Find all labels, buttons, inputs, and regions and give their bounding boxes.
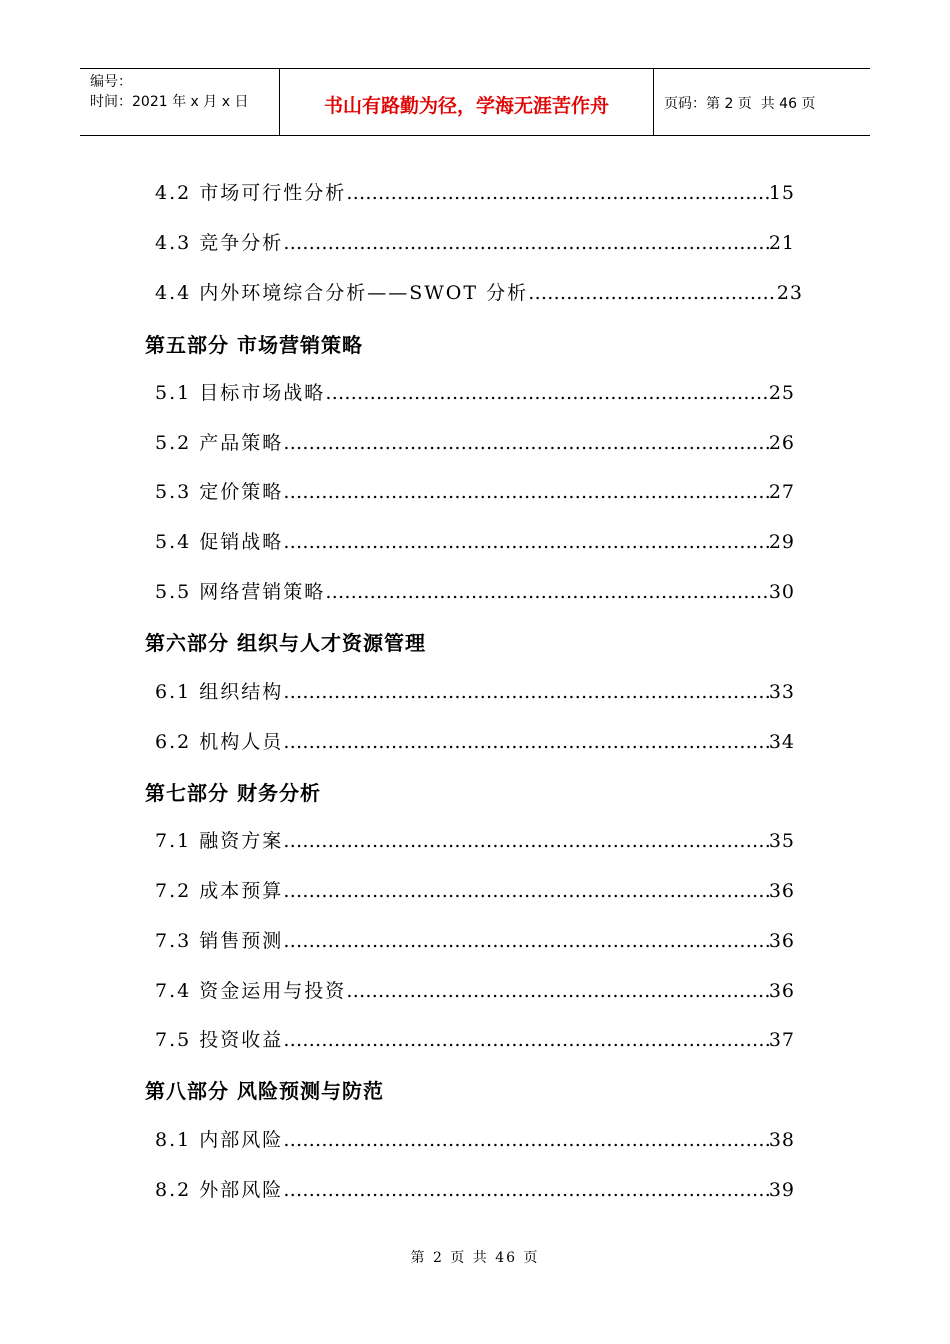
toc-entry-title: 5.3 定价策略 bbox=[155, 481, 284, 503]
toc-entry-title: 7.5 投资收益 bbox=[155, 1029, 284, 1051]
toc-leader-dots bbox=[283, 681, 769, 703]
toc-entry[interactable] bbox=[155, 727, 795, 754]
toc-entry-page: 30 bbox=[768, 581, 795, 603]
toc-leader-dots bbox=[283, 1029, 769, 1051]
toc-entry[interactable] bbox=[155, 278, 803, 305]
toc-entry[interactable] bbox=[155, 976, 795, 1003]
toc-entry-title: 8.2 外部风险 bbox=[155, 1179, 284, 1201]
header-meta bbox=[80, 69, 280, 135]
toc-entry-page: 29 bbox=[768, 531, 795, 553]
toc-entry[interactable] bbox=[155, 178, 795, 205]
toc-section-heading[interactable]: 第五部分 市场营销策略 bbox=[145, 333, 363, 357]
toc-entry-page: 35 bbox=[768, 830, 795, 852]
toc-entry-page: 27 bbox=[768, 481, 795, 503]
toc-entry[interactable] bbox=[155, 1175, 795, 1202]
toc-leader-dots bbox=[283, 930, 769, 952]
toc-entry-page: 15 bbox=[768, 182, 795, 204]
toc-section-heading[interactable]: 第八部分 风险预测与防范 bbox=[145, 1079, 384, 1103]
toc-leader-dots bbox=[325, 382, 769, 404]
toc-entry[interactable] bbox=[155, 677, 795, 704]
toc-entry[interactable] bbox=[155, 527, 795, 554]
toc-section-heading[interactable]: 第六部分 组织与人才资源管理 bbox=[145, 631, 426, 655]
toc-leader-dots bbox=[283, 731, 769, 753]
toc-entry-page: 36 bbox=[768, 980, 795, 1002]
toc-leader-dots bbox=[528, 282, 777, 304]
toc-entry[interactable] bbox=[155, 378, 795, 405]
toc-entry-title: 5.5 网络营销策略 bbox=[155, 581, 326, 603]
document-date-label: 时间：2021 年 x 月 x 日 bbox=[90, 94, 249, 110]
toc-leader-dots bbox=[325, 581, 769, 603]
toc-entry-title: 4.2 市场可行性分析 bbox=[155, 182, 347, 204]
toc-entry-page: 21 bbox=[768, 232, 795, 254]
toc-entry-page: 37 bbox=[768, 1029, 795, 1051]
header-page-info bbox=[654, 69, 870, 135]
toc-leader-dots bbox=[283, 232, 769, 254]
toc-entry-title: 7.3 销售预测 bbox=[155, 930, 284, 952]
header-page-info-text: 页码：第 2 页 共 46 页 bbox=[664, 96, 816, 112]
toc-leader-dots bbox=[283, 481, 769, 503]
toc-section-heading[interactable]: 第七部分 财务分析 bbox=[145, 781, 321, 805]
toc-entry-title: 8.1 内部风险 bbox=[155, 1129, 284, 1151]
toc-entry-title: 5.2 产品策略 bbox=[155, 432, 284, 454]
toc-entry-page: 33 bbox=[768, 681, 795, 703]
footer-page-number: 第 2 页 共 46 页 bbox=[410, 1250, 540, 1266]
toc-entry-title: 6.2 机构人员 bbox=[155, 731, 284, 753]
toc-entry-page: 34 bbox=[768, 731, 795, 753]
page-footer bbox=[0, 1247, 950, 1267]
toc-entry[interactable] bbox=[155, 577, 795, 604]
toc-entry[interactable] bbox=[155, 876, 795, 903]
toc-entry[interactable] bbox=[155, 477, 795, 504]
toc-leader-dots bbox=[283, 432, 769, 454]
toc-leader-dots bbox=[346, 980, 769, 1002]
document-number-label: 编号： bbox=[90, 74, 132, 90]
toc-entry-page: 25 bbox=[768, 382, 795, 404]
toc-entry-title: 7.1 融资方案 bbox=[155, 830, 284, 852]
toc-entry[interactable] bbox=[155, 428, 795, 455]
toc-entry[interactable] bbox=[155, 228, 795, 255]
toc-entry[interactable] bbox=[155, 826, 795, 853]
toc-entry-title: 5.4 促销战略 bbox=[155, 531, 284, 553]
toc-entry-page: 23 bbox=[776, 282, 803, 304]
toc-leader-dots bbox=[283, 531, 769, 553]
toc-entry-title: 5.1 目标市场战略 bbox=[155, 382, 326, 404]
toc-entry-page: 36 bbox=[768, 930, 795, 952]
toc-entry[interactable] bbox=[155, 1125, 795, 1152]
toc-entry-page: 36 bbox=[768, 880, 795, 902]
toc-entry-title: 7.2 成本预算 bbox=[155, 880, 284, 902]
toc-leader-dots bbox=[283, 1179, 769, 1201]
toc-leader-dots bbox=[346, 182, 769, 204]
toc-leader-dots bbox=[283, 830, 769, 852]
toc-entry-title: 4.4 内外环境综合分析——SWOT 分析 bbox=[155, 282, 529, 304]
toc-entry-page: 26 bbox=[768, 432, 795, 454]
toc-entry-title: 4.3 竞争分析 bbox=[155, 232, 284, 254]
header-motto: 书山有路勤为径，学海无涯苦作舟 bbox=[280, 69, 654, 135]
toc-entry-page: 38 bbox=[768, 1129, 795, 1151]
toc-leader-dots bbox=[283, 880, 769, 902]
toc-entry-title: 7.4 资金运用与投资 bbox=[155, 980, 347, 1002]
document-header bbox=[80, 68, 870, 136]
toc-entry[interactable] bbox=[155, 926, 795, 953]
toc-entry-page: 39 bbox=[768, 1179, 795, 1201]
toc-leader-dots bbox=[283, 1129, 769, 1151]
toc-entry[interactable] bbox=[155, 1025, 795, 1052]
toc-entry-title: 6.1 组织结构 bbox=[155, 681, 284, 703]
